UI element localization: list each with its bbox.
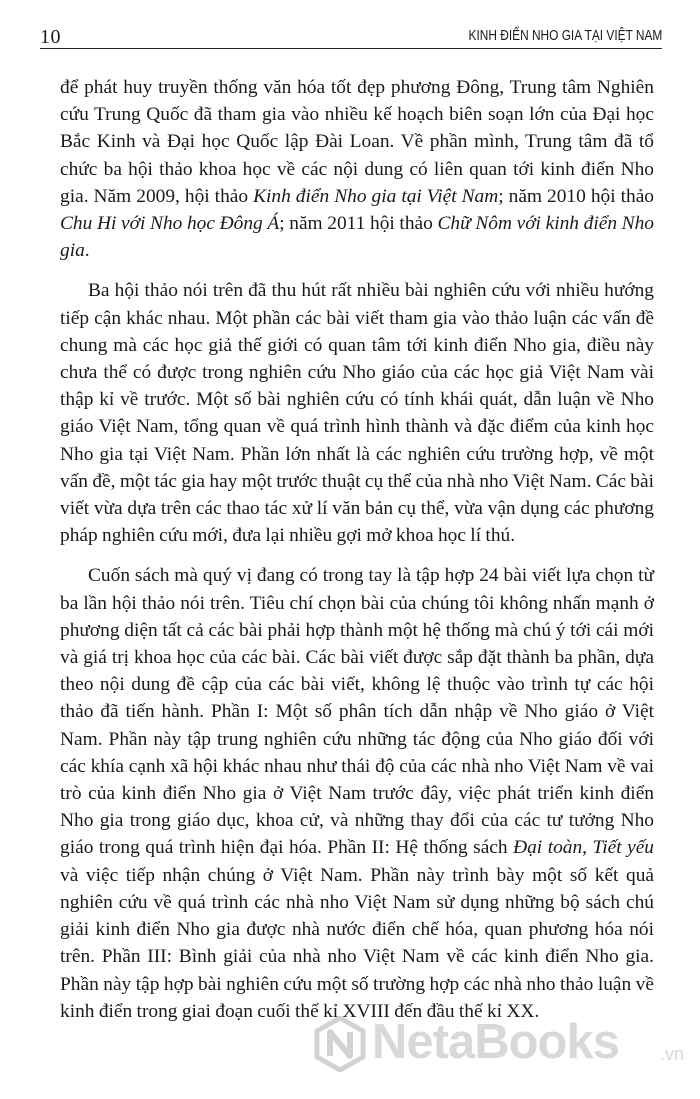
book-title-italic: Đại toàn, Tiết yếu (513, 837, 655, 859)
body-text (60, 74, 654, 1025)
text-run: ; năm 2011 hội thảo (279, 213, 438, 235)
page-number: 10 (40, 26, 61, 48)
text-run: . (84, 240, 90, 262)
book-title-italic: Kinh điển Nho gia tại Việt Nam (253, 185, 499, 207)
paragraph-1 (60, 74, 654, 264)
text-run: ; năm 2010 hội thảo (498, 185, 654, 207)
running-header (40, 14, 662, 49)
book-title-italic: Chữ Nôm với kinh điển Nho gia (60, 213, 654, 262)
paragraph-3 (60, 562, 654, 1024)
text-run: và việc tiếp nhận chúng ở Việt Nam. Phần này trình bày một số kết quả nghiên cứu về quá trình các nhà nho Việt Nam sử dụng những bộ sách chú giải kinh điển Nho gia được nhà nước điển chế hóa, quan phương hóa nói trên. Phần III: Bình giải của nhà nho Việt Nam về các kinh điển Nho gia. Phần này tập hợp bài nghiên cứu một số trường hợp các nhà nho thảo luận về kinh điển trong giai đoạn cuối thế kỉ XVIII đến đầu thế kỉ XX. (60, 864, 654, 1022)
watermark-suffix: .vn (660, 1044, 685, 1064)
running-title: KINH ĐIỂN NHO GIA TẠI VIỆT NAM (468, 28, 662, 44)
text-run: để phát huy truyền thống văn hóa tốt đẹp phương Đông, Trung tâm Nghiên cứu Trung Quốc đã tham gia vào nhiều kế hoạch biên soạn lớn của Đại học Bắc Kinh và Đại học Quốc lập Đài Loan. Về phần mình, Trung tâm đã tổ chức ba hội thảo khoa học về các nội dung có liên quan tới kinh điển Nho gia. Năm 2009, hội thảo (60, 77, 654, 207)
text-run: Cuốn sách mà quý vị đang có trong tay là tập hợp 24 bài viết lựa chọn từ ba lần hội thảo nói trên. Tiêu chí chọn bài của chúng tôi không nhấn mạnh ở phương diện tất cả các bài phải hợp thành một hệ thống mà chú ý tới cái mới và giá trị khoa học của các bài. Các bài viết được sắp đặt thành ba phần, dựa theo nội dung đề cập của các bài viết, không lệ thuộc vào trình tự các hội thảo đã tiến hành. Phần I: Một số phân tích dẫn nhập về Nho giáo ở Việt Nam. Phần này tập trung nghiên cứu những tác động của Nho giáo đối với các khía cạnh xã hội khác nhau như thái độ của các nhà nho Việt Nam về vai trò của kinh điển Nho gia ở Việt Nam trước đây, việc phát triển kinh điển Nho gia trong giáo dục, khoa cử, và những thay đổi của các tư tưởng Nho giáo trong quá trình hiện đại hóa. Phần II: Hệ thống sách (60, 565, 654, 859)
paragraph-2 (60, 277, 654, 549)
book-title-italic: Chu Hi với Nho học Đông Á (60, 213, 280, 235)
text-run: Ba hội thảo nói trên đã thu hút rất nhiều bài nghiên cứu với nhiều hướng tiếp cận khác nhau. Một phần các bài viết tham gia vào thảo luận các vấn đề chung mà các học giả thế giới có quan tâm tới kinh điển Nho gia, điều này chưa thể có được trong nghiên cứu Nho giáo của các học giả Việt Nam vài thập kỉ về trước. Một số bài nghiên cứu có tính khái quát, dẫn luận về Nho giáo Việt Nam, tổng quan về quá trình hình thành và đặc điểm của kinh học Nho gia tại Việt Nam. Phần lớn nhất là các nghiên cứu trường hợp, về một vấn đề, một tác gia hay một trước thuật cụ thể của nhà nho Việt Nam. Các bài viết vừa dựa trên các thao tác xử lí văn bản cụ thể, vừa vận dụng các phương pháp nghiên cứu mới, đưa lại nhiều gợi mở khoa học lí thú. (60, 280, 654, 547)
watermark-brand: NetaBooks (372, 1015, 619, 1069)
